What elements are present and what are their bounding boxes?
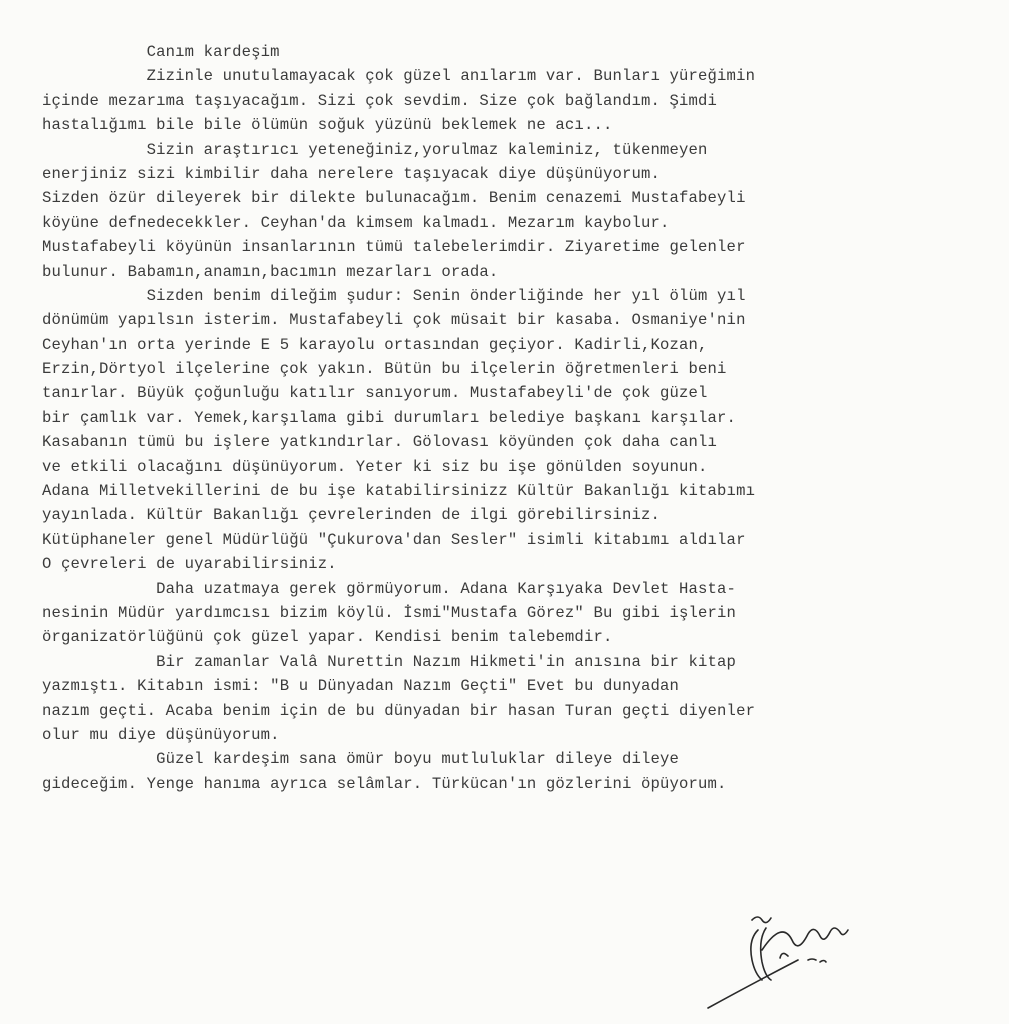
letter-line: Canım kardeşim xyxy=(42,43,280,61)
letter-line: yazmıştı. Kitabın ismi: "B u Dünyadan Nazım Geçti" Evet bu dunyadan xyxy=(42,677,680,696)
letter-line: olur mu diye düşünüyorum. xyxy=(42,725,280,744)
letter-line: tanırlar. Büyük çoğunluğu katılır sanıyorum. Mustafabeyli'de çok güzel xyxy=(42,384,708,403)
letter-body xyxy=(42,40,982,796)
letter-line: enerjiniz sizi kimbilir daha nerelere taşıyacak diye düşünüyorum. xyxy=(42,164,661,183)
letter-line: Güzel kardeşim sana ömür boyu mutluluklar dileye dileye xyxy=(42,750,680,769)
letter-line: örganizatörlüğünü çok güzel yapar. Kendisi benim talebemdir. xyxy=(42,628,613,647)
letter-line: Sizden özür dileyerek bir dilekte bulunacağım. Benim cenazemi Mustafabeyli xyxy=(42,189,746,208)
letter-line: Sizden benim dileğim şudur: Senin önderliğinde her yıl ölüm yıl xyxy=(42,286,746,305)
letter-line: Adana Milletvekillerini de bu işe katabilirsinizz Kültür Bakanlığı kitabımı xyxy=(42,482,756,501)
letter-line: dönümüm yapılsın isterim. Mustafabeyli çok müsait bir kasaba. Osmaniye'nin xyxy=(42,311,746,330)
letter-line: nesinin Müdür yardımcısı bizim köylü. İsmi"Mustafa Görez" Bu gibi işlerin xyxy=(42,603,737,622)
letter-line: bir çamlık var. Yemek,karşılama gibi durumları belediye başkanı karşılar. xyxy=(42,408,737,427)
letter-line: Kasabanın tümü bu işlere yatkındırlar. Gölovası köyünden çok daha canlı xyxy=(42,433,718,452)
letter-line: Bir zamanlar Valâ Nurettin Nazım Hikmeti'in anısına bir kitap xyxy=(42,652,737,671)
letter-line: Erzin,Dörtyol ilçelerine çok yakın. Bütün bu ilçelerin öğretmenleri beni xyxy=(42,360,727,379)
signature-icon xyxy=(700,900,880,1020)
letter-line: Sizin araştırıcı yeteneğiniz,yorulmaz kaleminiz, tükenmeyen xyxy=(42,140,708,159)
letter-line: içinde mezarıma taşıyacağım. Sizi çok sevdim. Size çok bağlandım. Şimdi xyxy=(42,91,718,110)
letter-line: Mustafabeyli köyünün insanlarının tümü talebelerimdir. Ziyaretime gelenler xyxy=(42,238,746,257)
letter-line: gideceğim. Yenge hanıma ayrıca selâmlar. Türkücan'ın gözlerini öpüyorum. xyxy=(42,774,727,793)
letter-line: yayınlada. Kültür Bakanlığı çevrelerinden de ilgi görebilirsiniz. xyxy=(42,506,661,525)
letter-line: nazım geçti. Acaba benim için de bu dünyadan bir hasan Turan geçti diyenler xyxy=(42,701,756,720)
letter-line: ve etkili olacağını düşünüyorum. Yeter ki siz bu işe gönülden soyunun. xyxy=(42,457,708,476)
letter-line: Ceyhan'ın orta yerinde E 5 karayolu ortasından geçiyor. Kadirli,Kozan, xyxy=(42,335,708,354)
letter-line: bulunur. Babamın,anamın,bacımın mezarları orada. xyxy=(42,262,499,281)
letter-line: Daha uzatmaya gerek görmüyorum. Adana Karşıyaka Devlet Hasta- xyxy=(42,579,737,598)
letter-line: köyüne defnedecekkler. Ceyhan'da kimsem kalmadı. Mezarım kaybolur. xyxy=(42,213,670,232)
letter-line: Zizinle unutulamayacak çok güzel anılarım var. Bunları yüreğimin xyxy=(42,67,756,86)
letter-line: hastalığımı bile bile ölümün soğuk yüzünü beklemek ne acı... xyxy=(42,116,613,135)
letter-line: O çevreleri de uyarabilirsiniz. xyxy=(42,555,337,574)
letter-line: Kütüphaneler genel Müdürlüğü "Çukurova'dan Sesler" isimli kitabımı aldılar xyxy=(42,530,746,549)
